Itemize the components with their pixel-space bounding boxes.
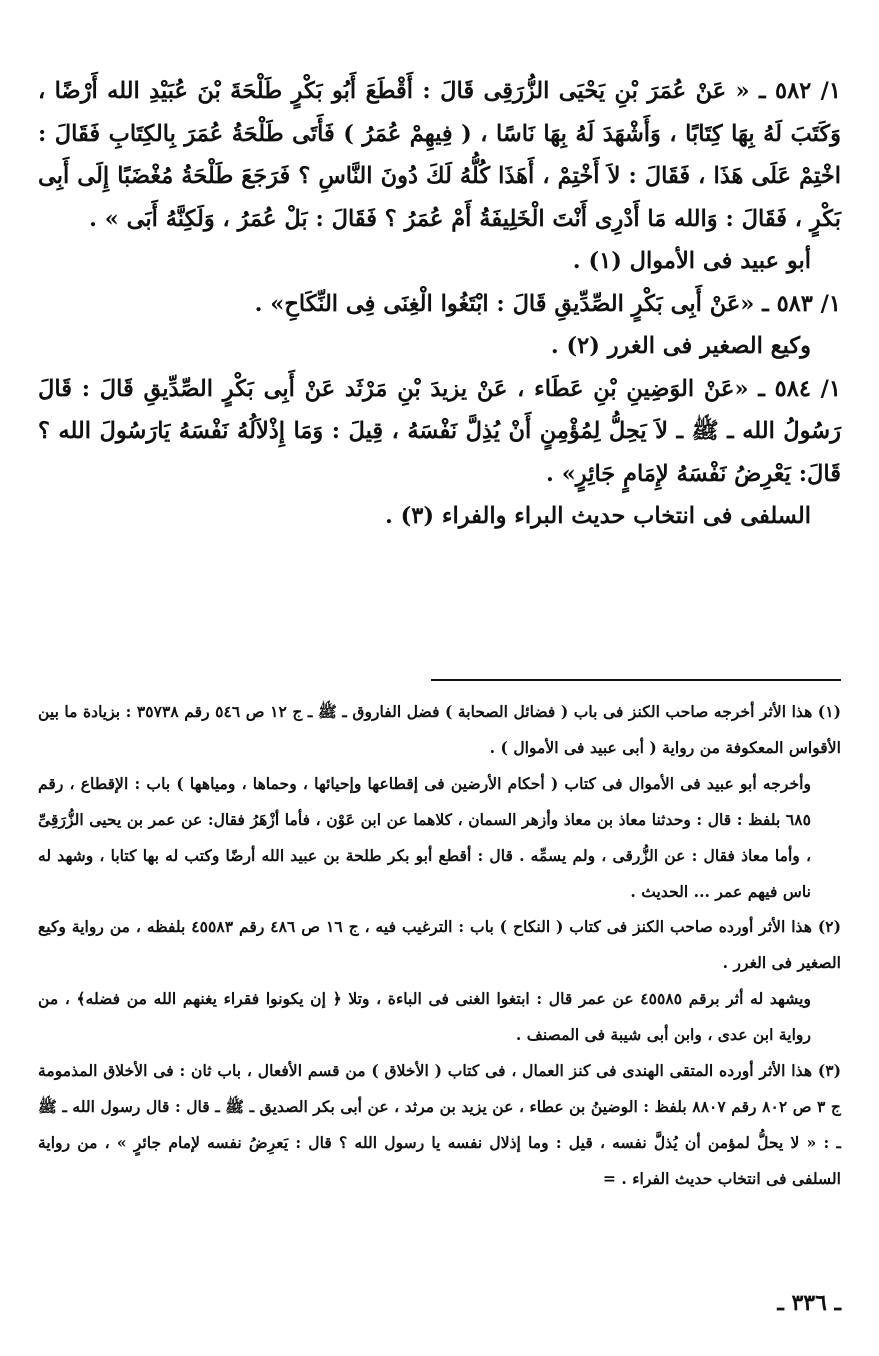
page-number: ـ ٣٣٦ ـ (777, 1290, 841, 1316)
footnote-3: (٣) هذا الأثر أورده المتقى الهندى فى كنز العمال ، فى كتاب ( الأخلاق ) من قسم الأفعال ، باب ثان : فى الأخلاق المذمومة ج ٣ ص ٨٠٢ رقم ٨٨٠٧ بلفظ : الوضينُ بن عطاء ، عن يزيد بن مرثد ، عن أبى بكر الصديق ـ ﷺ ـ قال : قال رسول الله ـ ﷺ ـ : « لا يحلُّ لمؤمن أن يُذلَّ نفسه ، قيل : وما إذلال نفسه يا رسول الله ؟ قال : يَعرِضُ نفسه لإمام جائرٍ » ، من رواية السلفى فى انتخاب حديث الفراء . = (38, 1061, 841, 1188)
footnote-separator (431, 679, 841, 681)
footnote-2: (٢) هذا الأثر أورده صاحب الكنز فى كتاب ( النكاح ) باب : الترغيب فيه ، ج ١٦ ص ٤٨٦ رقم ٤٥٥٨٣ بلفظه ، من رواية وكيع الصغير فى الغرر . (38, 917, 841, 973)
hadith-583: ١/ ٥٨٣ ـ «عَنْ أَبِى بَكْرٍ الصِّدِّيقِ قَالَ : ابْتَغُوا الْغِنَى فِى النِّكَاحِ» . (254, 290, 841, 317)
footnote-1: (١) هذا الأثر أخرجه صاحب الكنز فى باب ( فضائل الصحابة ) فضل الفاروق ـ ﷺ ـ ج ١٢ ص ٥٤٦ رقم ٣٥٧٣٨ : بزيادة ما بين الأقواس المعكوفة من رواية ( أبى عبيد فى الأموال ) . (38, 702, 841, 757)
hadith-584: ١/ ٥٨٤ ـ «عَنْ الوَضِينِ بْنِ عَطَاء ، عَنْ يزيدَ بْنِ مَرْثَد عَنْ أَبِى بَكْرٍ الصِّدِّيقِ قَالَ : قَالَ رَسُولُ الله ـ ﷺ ـ لاَ يَحِلُّ لِمُؤْمِنٍ أَنْ يُذِلَّ نَفْسَهُ ، قِيلَ : وَمَا إِذْلاَلُهُ نَفْسَهُ يَارَسُولَ الله ؟ قَالَ: يَعْرِضُ نَفْسَهُ لإِمَامٍ جَائِرٍ» . (38, 375, 841, 487)
book-page (38, 0, 841, 1356)
source-584: السلفى فى انتخاب حديث البراء والفراء (٣) . (384, 503, 811, 529)
source-583: وكيع الصغير فى الغرر (٢) . (550, 333, 811, 359)
hadith-582: ١/ ٥٨٢ ـ « عَنْ عُمَرَ بْنِ يَحْيَى الزُّرَقِى قَالَ : أَقْطَعَ أَبُو بَكْرٍ طَلْحَةَ بْنَ عُبَيْدِ الله أَرْضًا ، وَكَتَبَ لَهُ بِهَا كِتَابًا ، وَأَشْهَدَ لَهُ بِهَا نَاسًا ، ( فِيهِمْ عُمَرُ ) فَأَتَى طَلْحَةُ عُمَرَ بِالكِتَابِ فَقَالَ : اخْتِمْ عَلَى هَذَا ، فَقَالَ : لاَ أَخْتِمْ ، أَهَذَا كُلُّهُ لَكَ دُونَ النَّاسِ ؟ فَرَجَعَ طَلْحَةُ مُغْضَبًا إِلَى أَبِى بَكْرٍ ، فَقَالَ : وَالله مَا أَدْرِى أَنْتَ الْخَلِيفَةُ أَمْ عُمَرُ ؟ فَقَالَ : بَلْ عُمَرُ ، وَلَكِنَّهُ أَبَى » . (38, 78, 841, 232)
main-text (38, 70, 841, 538)
footnote-1-continued: وأخرجه أبو عبيد فى الأموال فى كتاب ( أحكام الأرضين فى إقطاعها وإحيائها ، وحماها ، ومياهها ) باب : الإقطاع ، رقم ٦٨٥ بلفظ : قال : وحدثنا معاذ بن معاذ وأزهر السمان ، كلاهما عن ابن عَوْن ، فأما أزْهَرُ فقال: عن عمر بن يحيى الزُّرَقِىِّ ، وأما معاذ فقال : عن الزُّرقى ، ولم يسمِّه . قال : أقطع أبو بكر طلحة بن عبيد الله أرضًا وكتب له بها كتابا ، وشهد له ناس فيهم عمر ... الحديث . (38, 773, 811, 901)
footnotes (38, 694, 841, 1197)
footnote-2-continued: ويشهد له أثر برقم ٤٥٥٨٥ عن عمر قال : ابتغوا الغنى فى الباءة ، وتلا ﴿ إن يكونوا فقراء يغنهم الله من فضله﴾ ، من رواية ابن عدى ، وابن أبى شيبة فى المصنف . (38, 989, 811, 1045)
source-582: أبو عبيد فى الأموال (١) . (572, 248, 811, 274)
